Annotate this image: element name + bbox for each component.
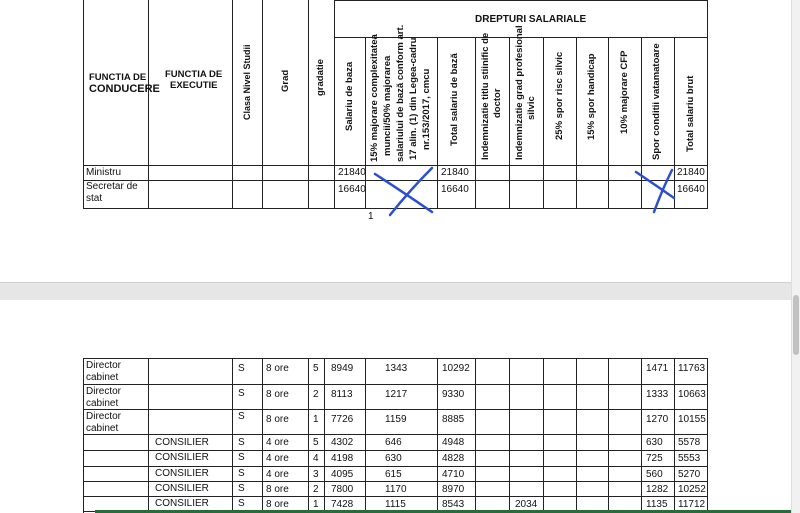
row-secretar-salariu: 16640 bbox=[338, 184, 366, 195]
header-grad: Grad bbox=[280, 69, 291, 92]
row-secretar-functie: Secretar de stat bbox=[86, 181, 138, 204]
header-majorare-cfp: 10% majorare CFP bbox=[619, 50, 630, 134]
table-row-6-brut: 10252 bbox=[678, 484, 706, 495]
blue-cross-mark-icon bbox=[632, 164, 680, 216]
header-salariu-de-baza: Salariu de baza bbox=[344, 61, 355, 131]
table-row-0-salariu: 8949 bbox=[331, 363, 354, 374]
table-row-1-spor: 1333 bbox=[646, 389, 669, 400]
table-row-4-gradatie: 4 bbox=[313, 453, 319, 464]
table-row-7-spor: 1135 bbox=[646, 499, 668, 510]
table-row-0-majorare: 1343 bbox=[385, 363, 408, 374]
vertical-scrollbar[interactable] bbox=[791, 0, 800, 513]
header-indemnizatie-doctor-1: Indemnizatie titlu stiinific de bbox=[480, 32, 491, 160]
table-row-3-gradatie: 5 bbox=[313, 437, 319, 448]
table-row-2-spor: 1270 bbox=[646, 414, 669, 425]
table-row-3-clasa: S bbox=[238, 437, 245, 448]
table-row-6-executie: CONSILIER bbox=[155, 483, 209, 494]
table-row-7-salariu: 7428 bbox=[331, 499, 354, 510]
table-row-4-clasa: S bbox=[238, 452, 245, 463]
table-row-3-majorare: 646 bbox=[385, 437, 402, 448]
header-majorare-15-2: muncii/50% majorarea bbox=[382, 55, 393, 156]
table-row-7-majorare: 1115 bbox=[385, 499, 406, 510]
table-row-3-grad: 4 ore bbox=[266, 437, 289, 448]
table-row-5-clasa: S bbox=[238, 468, 245, 479]
table-row-4-majorare: 630 bbox=[385, 453, 402, 464]
table-row-2-conducere: Director cabinet bbox=[86, 411, 122, 434]
table-row-7-brut: 11712 bbox=[678, 499, 706, 510]
table-row-6-salariu: 7800 bbox=[331, 484, 354, 495]
table-row-6-clasa: S bbox=[238, 483, 245, 494]
table-row-2-brut: 10155 bbox=[678, 414, 706, 425]
header-functia-executie-1: FUNCTIA DE bbox=[165, 69, 223, 80]
table-row-2-total: 8885 bbox=[442, 414, 465, 425]
table-row-5-brut: 5270 bbox=[678, 469, 701, 480]
table-row-7-executie: CONSILIER bbox=[155, 498, 209, 509]
header-total-salariu-brut: Total salariu brut bbox=[685, 75, 696, 152]
header-indemnizatie-grad-2: silvic bbox=[526, 96, 537, 120]
table-row-0-spor: 1471 bbox=[646, 363, 669, 374]
header-majorare-15-3: salariului de bază conform art. bbox=[395, 24, 406, 162]
table-row-7-total: 8543 bbox=[442, 499, 465, 510]
header-drepturi-salariale: DREPTURI SALARIALE bbox=[475, 14, 587, 25]
document-page-2 bbox=[0, 300, 800, 513]
table-row-0-clasa: S bbox=[238, 363, 245, 374]
header-spor-risc-silvic: 25% spor risc silvic bbox=[554, 51, 565, 140]
table-row-7-clasa: S bbox=[238, 498, 245, 509]
table-row-2-majorare: 1159 bbox=[385, 414, 407, 425]
page-number: 1 bbox=[368, 211, 374, 222]
table-row-4-executie: CONSILIER bbox=[155, 452, 209, 463]
table-row-4-spor: 725 bbox=[646, 453, 663, 464]
table-row-4-grad: 4 ore bbox=[266, 453, 289, 464]
table-row-5-spor: 560 bbox=[646, 469, 663, 480]
header-indemnizatie-grad-1: Indemnizatie grad profesional bbox=[514, 25, 525, 160]
header-spor-handicap: 15% spor handicap bbox=[586, 53, 597, 140]
table-row-3-salariu: 4302 bbox=[331, 437, 354, 448]
table-row-1-conducere: Director cabinet bbox=[86, 386, 122, 409]
scrollbar-thumb[interactable] bbox=[793, 295, 799, 355]
table-row-2-salariu: 7726 bbox=[331, 414, 354, 425]
header-majorare-15-5: nr.153/2017, cmcu bbox=[421, 68, 432, 150]
table-row-0-total: 10292 bbox=[442, 363, 470, 374]
header-clasa-nivel-studii: Clasa Nivel Studii bbox=[242, 44, 252, 120]
row-ministru-brut: 21840 bbox=[677, 167, 705, 178]
table-row-0-grad: 8 ore bbox=[266, 363, 289, 374]
table-row-5-grad: 4 ore bbox=[266, 469, 289, 480]
row-ministru-total: 21840 bbox=[441, 167, 469, 178]
header-functia-executie-2: EXECUTIE bbox=[170, 80, 218, 91]
header-functia-conducere-1: FUNCTIA DE bbox=[89, 72, 147, 83]
table-row-5-total: 4710 bbox=[442, 469, 465, 480]
table-row-2-gradatie: 1 bbox=[313, 414, 319, 425]
row-ministru-functie: Ministru bbox=[86, 167, 122, 178]
table-row-6-total: 8970 bbox=[442, 484, 465, 495]
table-row-5-executie: CONSILIER bbox=[155, 468, 209, 479]
table-row-6-majorare: 1170 bbox=[385, 484, 407, 495]
row-secretar-total: 16640 bbox=[441, 184, 469, 195]
table-row-5-gradatie: 3 bbox=[313, 469, 319, 480]
table-row-0-brut: 11763 bbox=[678, 363, 706, 374]
table-row-3-brut: 5578 bbox=[678, 437, 701, 448]
table-row-0-conducere: Director cabinet bbox=[86, 360, 122, 383]
table-row-1-gradatie: 2 bbox=[313, 389, 319, 400]
page-separator bbox=[0, 282, 800, 302]
header-indemnizatie-doctor-2: doctor bbox=[492, 88, 503, 118]
table-row-4-total: 4828 bbox=[442, 453, 465, 464]
header-spor-conditii-vatamatoare: Spor conditii vatamatoare bbox=[651, 43, 662, 160]
table-row-2-clasa: S bbox=[238, 411, 245, 422]
table-row-4-salariu: 4198 bbox=[331, 453, 354, 464]
table-row-1-total: 9330 bbox=[442, 389, 465, 400]
blue-cross-mark-icon bbox=[370, 160, 442, 220]
table-row-1-clasa: S bbox=[238, 388, 245, 399]
table-row-1-grad: 8 ore bbox=[266, 389, 289, 400]
header-functia-conducere-2: CONDUCERE bbox=[89, 83, 160, 95]
table-row-7-gradatie: 1 bbox=[313, 499, 319, 510]
table-row-6-grad: 8 ore bbox=[266, 484, 289, 495]
header-majorare-15-4: 17 alin. (1) din Legea-cadru bbox=[408, 37, 419, 160]
table-row-7-grad-prof: 2034 bbox=[515, 499, 538, 510]
table-row-2-grad: 8 ore bbox=[266, 414, 289, 425]
table-row-0-gradatie: 5 bbox=[313, 363, 319, 374]
header-majorare-15-1: 15% majorare complexitatea bbox=[369, 34, 380, 162]
table-row-4-brut: 5553 bbox=[678, 453, 701, 464]
table-row-5-majorare: 615 bbox=[385, 469, 402, 480]
table-row-3-executie: CONSILIER bbox=[155, 437, 209, 448]
table-row-1-majorare: 1217 bbox=[385, 389, 408, 400]
row-ministru-salariu: 21840 bbox=[338, 167, 366, 178]
table-row-6-spor: 1282 bbox=[646, 484, 669, 495]
table-row-6-gradatie: 2 bbox=[313, 484, 319, 495]
header-gradatie: gradatie bbox=[315, 59, 326, 96]
table-row-3-spor: 630 bbox=[646, 437, 663, 448]
header-total-salariu-de-baza: Total salariu de bază bbox=[449, 53, 460, 146]
table-row-1-brut: 10663 bbox=[678, 389, 706, 400]
table-row-3-total: 4948 bbox=[442, 437, 465, 448]
table-row-5-salariu: 4095 bbox=[331, 469, 354, 480]
row-secretar-brut: 16640 bbox=[677, 184, 705, 195]
table-row-1-salariu: 8113 bbox=[331, 389, 353, 400]
table-row-7-grad: 8 ore bbox=[266, 499, 289, 510]
